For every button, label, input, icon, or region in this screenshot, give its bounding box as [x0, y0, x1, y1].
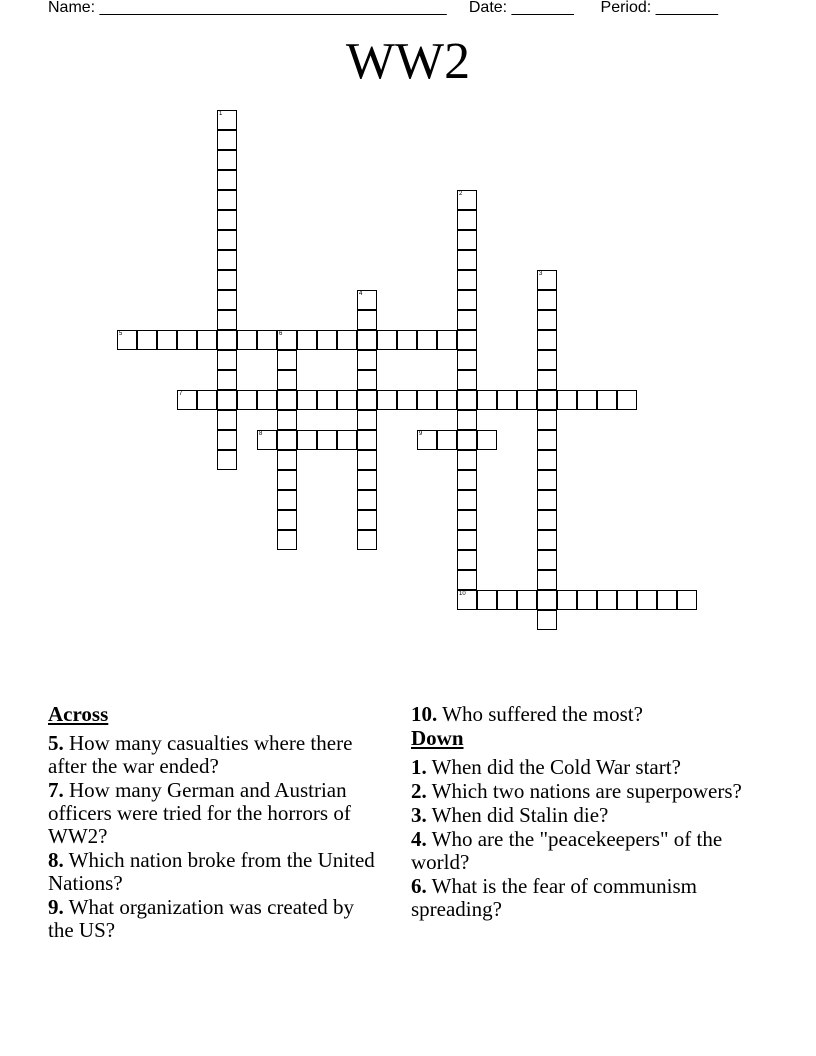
- grid-cell[interactable]: [177, 330, 197, 350]
- grid-cell[interactable]: [297, 390, 317, 410]
- cell-number: 9: [419, 431, 423, 437]
- grid-cell[interactable]: [517, 590, 537, 610]
- grid-cell[interactable]: [537, 470, 557, 490]
- grid-cell[interactable]: [537, 490, 557, 510]
- clue-text: How many casualties where there after the war ended?: [48, 731, 353, 778]
- grid-cell[interactable]: [357, 310, 377, 330]
- grid-cell[interactable]: [277, 530, 297, 550]
- grid-cell[interactable]: [537, 290, 557, 310]
- clue-text: Which nation broke from the United Nations?: [48, 848, 375, 895]
- grid-cell[interactable]: [337, 430, 357, 450]
- grid-cell[interactable]: [357, 290, 377, 310]
- cell-number: 2: [459, 191, 463, 197]
- grid-cell[interactable]: [377, 390, 397, 410]
- grid-cell[interactable]: [497, 390, 517, 410]
- grid-cell[interactable]: [217, 270, 237, 290]
- grid-cell[interactable]: [457, 330, 477, 350]
- name-label: Name:: [48, 0, 96, 16]
- grid-cell[interactable]: [297, 430, 317, 450]
- clue-text: How many German and Austrian officers were tried for the horrors of WW2?: [48, 778, 351, 848]
- grid-cell[interactable]: [217, 310, 237, 330]
- clue-number: 3.: [411, 803, 427, 827]
- grid-cell[interactable]: [357, 530, 377, 550]
- grid-cell[interactable]: [537, 610, 557, 630]
- grid-cell[interactable]: [477, 590, 497, 610]
- grid-cell[interactable]: [297, 330, 317, 350]
- grid-cell[interactable]: [217, 370, 237, 390]
- grid-cell[interactable]: [277, 510, 297, 530]
- grid-cell[interactable]: [457, 190, 477, 210]
- grid-cell[interactable]: [457, 490, 477, 510]
- cell-number: 5: [119, 331, 123, 337]
- grid-cell[interactable]: [217, 390, 237, 410]
- clue-across-5: [48, 732, 383, 778]
- grid-cell[interactable]: [357, 370, 377, 390]
- grid-cell[interactable]: [537, 570, 557, 590]
- cell-number: 1: [219, 111, 223, 117]
- grid-cell[interactable]: [617, 390, 637, 410]
- grid-cell[interactable]: [217, 150, 237, 170]
- grid-cell[interactable]: [657, 590, 677, 610]
- clue-down-2: [411, 780, 746, 803]
- grid-cell[interactable]: [257, 430, 277, 450]
- grid-cell[interactable]: [557, 390, 577, 410]
- grid-cell[interactable]: [217, 350, 237, 370]
- name-field[interactable]: _______________________________________: [99, 0, 447, 16]
- grid-cell[interactable]: [217, 210, 237, 230]
- grid-cell[interactable]: [537, 430, 557, 450]
- grid-cell[interactable]: [217, 450, 237, 470]
- grid-cell[interactable]: [377, 330, 397, 350]
- grid-cell[interactable]: [537, 450, 557, 470]
- grid-cell[interactable]: [277, 330, 297, 350]
- clue-down-4: [411, 828, 746, 874]
- grid-cell[interactable]: [357, 450, 377, 470]
- grid-cell[interactable]: [637, 590, 657, 610]
- cell-number: 8: [259, 431, 263, 437]
- grid-cell[interactable]: [137, 330, 157, 350]
- grid-cell[interactable]: [597, 390, 617, 410]
- down-heading: Down: [411, 726, 464, 750]
- period-label: Period:: [600, 0, 652, 16]
- grid-cell[interactable]: [557, 590, 577, 610]
- grid-cell[interactable]: [537, 410, 557, 430]
- grid-cell[interactable]: [357, 350, 377, 370]
- grid-cell[interactable]: [457, 310, 477, 330]
- grid-cell[interactable]: [477, 390, 497, 410]
- clue-across-8: [48, 849, 383, 895]
- grid-cell[interactable]: [537, 550, 557, 570]
- grid-cell[interactable]: [677, 590, 697, 610]
- grid-cell[interactable]: [357, 390, 377, 410]
- grid-cell[interactable]: [477, 430, 497, 450]
- grid-cell[interactable]: [457, 550, 477, 570]
- clue-number: 5.: [48, 731, 64, 755]
- clue-text: Who suffered the most?: [442, 702, 643, 726]
- grid-cell[interactable]: [217, 170, 237, 190]
- clue-down-6: [411, 875, 746, 921]
- grid-cell[interactable]: [457, 410, 477, 430]
- grid-cell[interactable]: [237, 390, 257, 410]
- clue-across-7: [48, 779, 383, 848]
- grid-cell[interactable]: [537, 350, 557, 370]
- grid-cell[interactable]: [257, 390, 277, 410]
- clue-number: 10.: [411, 702, 438, 726]
- clue-across-10: [411, 703, 746, 726]
- grid-cell[interactable]: [317, 430, 337, 450]
- grid-cell[interactable]: [317, 390, 337, 410]
- clues-right-column: [411, 703, 746, 922]
- grid-cell[interactable]: [217, 410, 237, 430]
- grid-cell[interactable]: [437, 390, 457, 410]
- grid-cell[interactable]: [277, 470, 297, 490]
- grid-cell[interactable]: [457, 350, 477, 370]
- cell-number: 7: [179, 391, 183, 397]
- puzzle-title: WW2: [345, 33, 471, 90]
- grid-cell[interactable]: [457, 230, 477, 250]
- grid-cell[interactable]: [457, 510, 477, 530]
- grid-cell[interactable]: [537, 310, 557, 330]
- date-label: Date:: [468, 0, 508, 16]
- grid-cell[interactable]: [177, 390, 197, 410]
- grid-cell[interactable]: [217, 190, 237, 210]
- clue-text: Who are the "peacekeepers" of the world?: [411, 827, 723, 874]
- grid-cell[interactable]: [457, 370, 477, 390]
- grid-cell[interactable]: [417, 430, 437, 450]
- grid-cell[interactable]: [397, 390, 417, 410]
- grid-cell[interactable]: [217, 250, 237, 270]
- across-heading: Across: [48, 702, 109, 726]
- clue-number: 1.: [411, 755, 427, 779]
- grid-cell[interactable]: [117, 330, 137, 350]
- grid-cell[interactable]: [337, 390, 357, 410]
- grid-cell[interactable]: [457, 390, 477, 410]
- clues-left-column: [48, 703, 383, 943]
- grid-cell[interactable]: [537, 270, 557, 290]
- grid-cell[interactable]: [277, 490, 297, 510]
- clue-down-1: [411, 756, 746, 779]
- grid-cell[interactable]: [437, 430, 457, 450]
- grid-cell[interactable]: [357, 490, 377, 510]
- clue-across-9: [48, 896, 383, 942]
- grid-cell[interactable]: [437, 330, 457, 350]
- grid-cell[interactable]: [277, 410, 297, 430]
- grid-cell[interactable]: [457, 270, 477, 290]
- grid-cell[interactable]: [457, 430, 477, 450]
- grid-cell[interactable]: [537, 330, 557, 350]
- grid-cell[interactable]: [317, 330, 337, 350]
- grid-cell[interactable]: [457, 530, 477, 550]
- grid-cell[interactable]: [537, 590, 557, 610]
- clue-number: 2.: [411, 779, 427, 803]
- grid-cell[interactable]: [457, 290, 477, 310]
- period-field[interactable]: _______: [655, 0, 718, 16]
- grid-cell[interactable]: [457, 250, 477, 270]
- grid-cell[interactable]: [357, 410, 377, 430]
- clue-text: What is the fear of communism spreading?: [411, 874, 697, 921]
- clue-text: Which two nations are superpowers?: [431, 779, 742, 803]
- grid-cell[interactable]: [457, 210, 477, 230]
- grid-cell[interactable]: [217, 290, 237, 310]
- grid-cell[interactable]: [537, 530, 557, 550]
- grid-cell[interactable]: [237, 330, 257, 350]
- clue-number: 6.: [411, 874, 427, 898]
- grid-cell[interactable]: [357, 470, 377, 490]
- grid-cell[interactable]: [157, 330, 177, 350]
- cell-number: 10: [459, 591, 466, 597]
- grid-cell[interactable]: [617, 590, 637, 610]
- clue-text: When did Stalin die?: [431, 803, 609, 827]
- grid-cell[interactable]: [457, 570, 477, 590]
- date-field[interactable]: _______: [511, 0, 574, 16]
- grid-cell[interactable]: [277, 450, 297, 470]
- grid-cell[interactable]: [197, 390, 217, 410]
- grid-cell[interactable]: [497, 590, 517, 610]
- cell-number: 4: [359, 291, 363, 297]
- grid-cell[interactable]: [417, 390, 437, 410]
- grid-cell[interactable]: [457, 450, 477, 470]
- grid-cell[interactable]: [357, 510, 377, 530]
- clue-number: 7.: [48, 778, 64, 802]
- grid-cell[interactable]: [217, 330, 237, 350]
- grid-cell[interactable]: [277, 430, 297, 450]
- grid-cell[interactable]: [257, 330, 277, 350]
- grid-cell[interactable]: [197, 330, 217, 350]
- grid-cell[interactable]: [357, 430, 377, 450]
- grid-cell[interactable]: [397, 330, 417, 350]
- grid-cell[interactable]: [277, 370, 297, 390]
- cell-number: 3: [539, 271, 543, 277]
- grid-cell[interactable]: [457, 590, 477, 610]
- grid-cell[interactable]: [577, 390, 597, 410]
- grid-cell[interactable]: [537, 510, 557, 530]
- cell-number: 6: [279, 331, 283, 337]
- grid-cell[interactable]: [597, 590, 617, 610]
- grid-cell[interactable]: [217, 230, 237, 250]
- grid-cell[interactable]: [537, 390, 557, 410]
- clue-number: 9.: [48, 895, 64, 919]
- grid-cell[interactable]: [517, 390, 537, 410]
- grid-cell[interactable]: [357, 330, 377, 350]
- grid-cell[interactable]: [577, 590, 597, 610]
- clue-down-3: [411, 804, 746, 827]
- grid-cell[interactable]: [537, 370, 557, 390]
- clue-number: 8.: [48, 848, 64, 872]
- grid-cell[interactable]: [277, 390, 297, 410]
- grid-cell[interactable]: [417, 330, 437, 350]
- grid-cell[interactable]: [457, 470, 477, 490]
- clue-number: 4.: [411, 827, 427, 851]
- clue-text: What organization was created by the US?: [48, 895, 354, 942]
- grid-cell[interactable]: [217, 430, 237, 450]
- grid-cell[interactable]: [337, 330, 357, 350]
- grid-cell[interactable]: [217, 130, 237, 150]
- grid-cell[interactable]: [277, 350, 297, 370]
- clue-text: When did the Cold War start?: [431, 755, 681, 779]
- grid-cell[interactable]: [217, 110, 237, 130]
